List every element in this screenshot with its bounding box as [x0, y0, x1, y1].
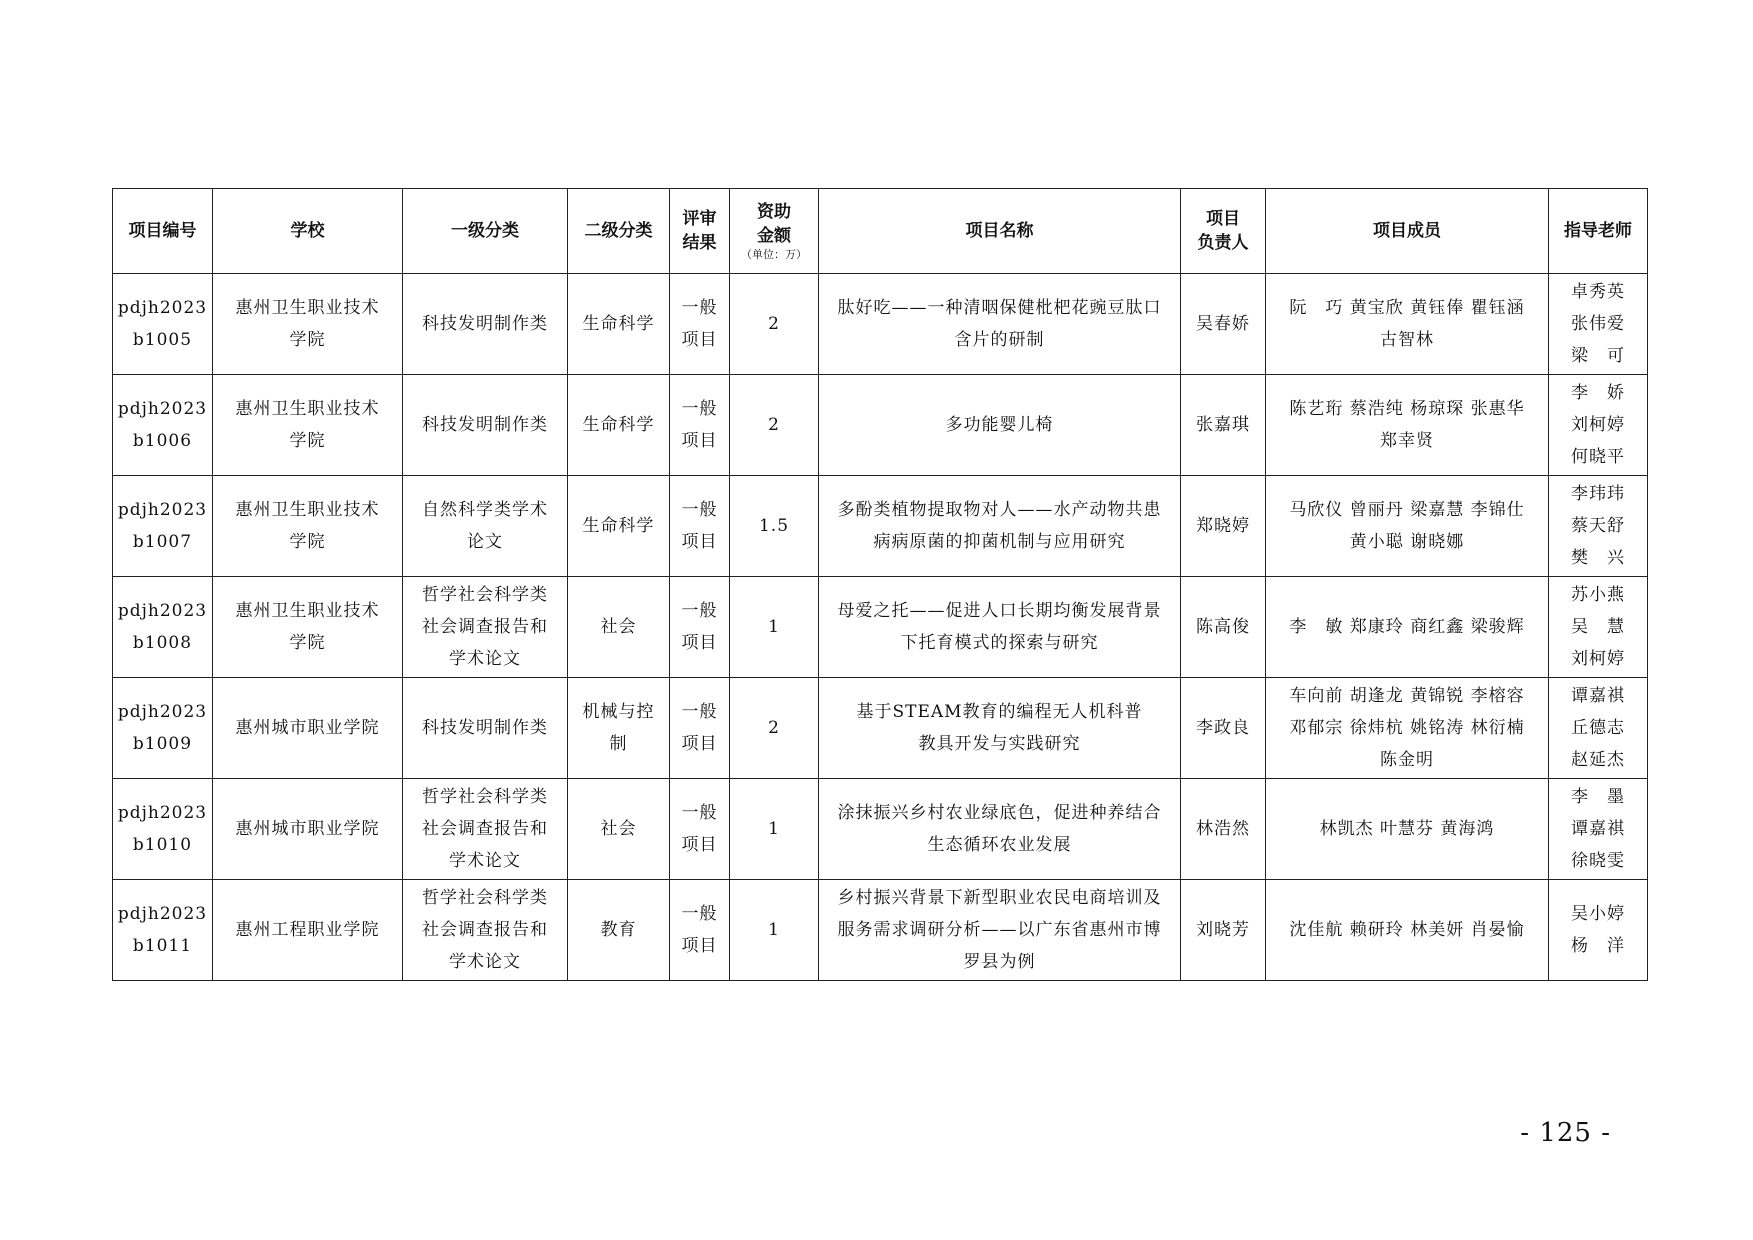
- cell-members-line: 陈金明: [1380, 750, 1434, 770]
- cell-code: [113, 678, 213, 779]
- cell-cat1-line: 社会调查报告和: [422, 819, 548, 839]
- cell-teachers: [1549, 678, 1648, 779]
- cell-leader: 陈高俊: [1181, 577, 1266, 678]
- cell-members: [1266, 375, 1549, 476]
- cell-members-line: 车向前 胡逢龙 黄锦锐 李榕容: [1289, 686, 1525, 706]
- cell-code: [113, 476, 213, 577]
- cell-name-line: 涂抹振兴乡村农业绿底色，促进种养结合: [837, 803, 1162, 823]
- cell-teachers-line: 徐晓雯: [1571, 851, 1625, 871]
- cell-cat2-line: 社会: [600, 819, 637, 839]
- cell-cat2-line: 生命科学: [582, 516, 655, 536]
- cell-cat2-line: 生命科学: [582, 314, 655, 334]
- cell-members: [1266, 880, 1549, 981]
- cell-name-line: 下托育模式的探索与研究: [900, 633, 1099, 653]
- cell-name-line: 教具开发与实践研究: [918, 734, 1081, 754]
- cell-members: [1266, 577, 1549, 678]
- cell-code-line: pdjh2023: [117, 803, 208, 823]
- cell-school-line: 学院: [289, 633, 326, 653]
- cell-teachers-line: 刘柯婷: [1571, 415, 1625, 435]
- cell-name-line: 母爱之托——促进人口长期均衡发展背景: [837, 601, 1162, 621]
- cell-cat2: [568, 375, 670, 476]
- cell-cat1-line: 哲学社会科学类: [422, 585, 548, 605]
- cell-code-line: b1010: [132, 835, 193, 855]
- col-header-cat2: 二级分类: [568, 189, 670, 274]
- cell-code-line: b1009: [132, 734, 193, 754]
- cell-result: [670, 577, 730, 678]
- cell-teachers: [1549, 880, 1648, 981]
- cell-code-line: b1011: [132, 936, 193, 956]
- cell-teachers-line: 赵延杰: [1571, 750, 1625, 770]
- cell-school-line: 惠州城市职业学院: [235, 718, 380, 738]
- cell-name-line: 罗县为例: [963, 952, 1036, 972]
- cell-cat1-line: 科技发明制作类: [422, 718, 548, 738]
- cell-school: [213, 678, 403, 779]
- cell-result: [670, 274, 730, 375]
- col-header-teachers: 指导老师: [1549, 189, 1648, 274]
- cell-result-line: 一般: [681, 904, 718, 924]
- cell-cat1-line: 学术论文: [449, 649, 521, 669]
- cell-amount: 1: [730, 880, 819, 981]
- cell-cat1-line: 科技发明制作类: [422, 314, 548, 334]
- cell-members-line: 林凯杰 叶慧芬 黄海鸿: [1319, 819, 1495, 839]
- cell-code: [113, 779, 213, 880]
- cell-cat2: [568, 779, 670, 880]
- cell-teachers-line: 李 墨: [1571, 787, 1625, 807]
- cell-result: [670, 375, 730, 476]
- cell-teachers-line: 李玮玮: [1571, 484, 1625, 504]
- cell-teachers-line: 卓秀英: [1571, 282, 1625, 302]
- col-header-amount: [730, 189, 819, 274]
- cell-result-line: 一般: [681, 500, 718, 520]
- cell-teachers-line: 何晓平: [1571, 447, 1625, 467]
- cell-name-line: 病病原菌的抑菌机制与应用研究: [873, 532, 1126, 552]
- cell-result-line: 项目: [681, 330, 718, 350]
- cell-code-line: pdjh2023: [117, 399, 208, 419]
- cell-teachers-line: 杨 洋: [1571, 936, 1625, 956]
- cell-code-line: b1007: [132, 532, 193, 552]
- cell-result-line: 项目: [681, 431, 718, 451]
- cell-cat1: [403, 476, 568, 577]
- cell-school: [213, 779, 403, 880]
- cell-cat2: [568, 577, 670, 678]
- cell-result-line: 项目: [681, 936, 718, 956]
- cell-members: [1266, 476, 1549, 577]
- cell-school-line: 学院: [289, 330, 326, 350]
- cell-members-line: 邓郁宗 徐炜杭 姚铭涛 林衍楠: [1289, 718, 1525, 738]
- cell-school: [213, 577, 403, 678]
- cell-code: [113, 375, 213, 476]
- col-header-school: 学校: [213, 189, 403, 274]
- cell-cat2-line: 制: [609, 734, 628, 754]
- table-row: [113, 577, 1648, 678]
- cell-result-line: 项目: [681, 835, 718, 855]
- table-row: [113, 274, 1648, 375]
- cell-code-line: b1006: [132, 431, 193, 451]
- cell-amount: 2: [730, 375, 819, 476]
- cell-teachers-line: 丘德志: [1571, 718, 1625, 738]
- cell-code: [113, 274, 213, 375]
- cell-cat1: [403, 375, 568, 476]
- table-row: [113, 375, 1648, 476]
- cell-cat2: [568, 274, 670, 375]
- cell-cat1-line: 哲学社会科学类: [422, 787, 548, 807]
- cell-school-line: 学院: [289, 532, 326, 552]
- cell-school-line: 学院: [289, 431, 326, 451]
- cell-cat1-line: 社会调查报告和: [422, 920, 548, 940]
- cell-name-line: 肽好吃——一种清咽保健枇杷花豌豆肽口: [837, 298, 1162, 318]
- cell-result: [670, 880, 730, 981]
- cell-teachers-line: 苏小燕: [1571, 585, 1625, 605]
- col-header-amount-line2: 金额: [757, 226, 791, 246]
- project-table: [112, 188, 1648, 981]
- col-header-members: 项目成员: [1266, 189, 1549, 274]
- cell-result-line: 项目: [681, 633, 718, 653]
- cell-cat1: [403, 274, 568, 375]
- cell-members-line: 李 敏 郑康玲 商红鑫 梁骏辉: [1289, 617, 1525, 637]
- cell-members-line: 沈佳航 赖研玲 林美妍 肖晏愉: [1289, 920, 1525, 940]
- cell-result: [670, 779, 730, 880]
- col-header-name: 项目名称: [819, 189, 1181, 274]
- cell-code-line: pdjh2023: [117, 904, 208, 924]
- cell-cat1: [403, 577, 568, 678]
- cell-teachers-line: 吴 慧: [1571, 617, 1625, 637]
- cell-school-line: 惠州城市职业学院: [235, 819, 380, 839]
- cell-school: [213, 476, 403, 577]
- cell-teachers-line: 谭嘉祺: [1571, 819, 1625, 839]
- cell-result: [670, 476, 730, 577]
- page-number: - 125 -: [1520, 1118, 1611, 1148]
- cell-name-line: 基于STEAM教育的编程无人机科普: [856, 702, 1143, 722]
- cell-members: [1266, 779, 1549, 880]
- table-row: [113, 678, 1648, 779]
- cell-result: [670, 678, 730, 779]
- cell-leader: 刘晓芳: [1181, 880, 1266, 981]
- cell-code-line: pdjh2023: [117, 702, 208, 722]
- cell-name-line: 服务需求调研分析——以广东省惠州市博: [837, 920, 1162, 940]
- cell-result-line: 项目: [681, 532, 718, 552]
- cell-cat1-line: 自然科学类学术: [422, 500, 548, 520]
- cell-school: [213, 274, 403, 375]
- cell-name: [819, 274, 1181, 375]
- cell-members-line: 阮 巧 黄宝欣 黄钰俸 瞿钰涵: [1289, 298, 1525, 318]
- table-row: [113, 779, 1648, 880]
- cell-amount: 1: [730, 779, 819, 880]
- cell-school: [213, 880, 403, 981]
- cell-name-line: 多酚类植物提取物对人——水产动物共患: [837, 500, 1162, 520]
- cell-teachers: [1549, 779, 1648, 880]
- cell-teachers-line: 刘柯婷: [1571, 649, 1625, 669]
- cell-cat1-line: 科技发明制作类: [422, 415, 548, 435]
- cell-leader: 李政良: [1181, 678, 1266, 779]
- cell-members-line: 郑幸贤: [1380, 431, 1434, 451]
- col-header-leader-line1: 项目: [1206, 209, 1240, 229]
- cell-cat1: [403, 880, 568, 981]
- cell-amount: 2: [730, 274, 819, 375]
- cell-code-line: b1005: [132, 330, 193, 350]
- cell-teachers: [1549, 577, 1648, 678]
- cell-cat2-line: 教育: [600, 920, 637, 940]
- cell-cat2-line: 生命科学: [582, 415, 655, 435]
- cell-name: [819, 779, 1181, 880]
- cell-teachers-line: 梁 可: [1571, 346, 1625, 366]
- cell-cat1-line: 学术论文: [449, 952, 521, 972]
- cell-school-line: 惠州卫生职业技术: [235, 298, 380, 318]
- cell-code-line: pdjh2023: [117, 298, 208, 318]
- cell-leader: 吴春娇: [1181, 274, 1266, 375]
- cell-name-line: 乡村振兴背景下新型职业农民电商培训及: [837, 888, 1162, 908]
- cell-amount: 2: [730, 678, 819, 779]
- cell-code-line: pdjh2023: [117, 601, 208, 621]
- cell-name: [819, 678, 1181, 779]
- col-header-code: 项目编号: [113, 189, 213, 274]
- cell-members-line: 古智林: [1380, 330, 1434, 350]
- cell-teachers-line: 李 娇: [1571, 383, 1625, 403]
- table-row: [113, 476, 1648, 577]
- col-header-amount-line1: 资助: [757, 202, 791, 222]
- cell-amount: 1: [730, 577, 819, 678]
- cell-result-line: 项目: [681, 734, 718, 754]
- cell-school-line: 惠州卫生职业技术: [235, 500, 380, 520]
- cell-members-line: 马欣仪 曾丽丹 梁嘉慧 李锦仕: [1289, 500, 1525, 520]
- cell-leader: 张嘉琪: [1181, 375, 1266, 476]
- cell-result-line: 一般: [681, 702, 718, 722]
- cell-members: [1266, 678, 1549, 779]
- cell-members-line: 黄小聪 谢晓娜: [1349, 532, 1465, 552]
- cell-cat2: [568, 678, 670, 779]
- col-header-cat1: 一级分类: [403, 189, 568, 274]
- cell-name-line: 含片的研制: [954, 330, 1045, 350]
- cell-amount: 1.5: [730, 476, 819, 577]
- header-row: [113, 189, 1648, 274]
- cell-cat2-line: 社会: [600, 617, 637, 637]
- cell-leader: 林浩然: [1181, 779, 1266, 880]
- cell-teachers-line: 吴小婷: [1571, 904, 1625, 924]
- cell-school-line: 惠州工程职业学院: [235, 920, 380, 940]
- cell-cat1: [403, 678, 568, 779]
- cell-cat1-line: 论文: [467, 532, 503, 552]
- cell-code-line: pdjh2023: [117, 500, 208, 520]
- table-body: [113, 274, 1648, 981]
- cell-code-line: b1008: [132, 633, 193, 653]
- cell-name: [819, 880, 1181, 981]
- cell-leader: 郑晓婷: [1181, 476, 1266, 577]
- cell-result-line: 一般: [681, 601, 718, 621]
- table-row: [113, 880, 1648, 981]
- cell-code: [113, 577, 213, 678]
- col-header-amount-unit: （单位：万）: [741, 248, 807, 261]
- cell-result-line: 一般: [681, 803, 718, 823]
- cell-teachers-line: 谭嘉祺: [1571, 686, 1625, 706]
- cell-teachers-line: 蔡天舒: [1571, 516, 1625, 536]
- cell-name-line: 多功能婴儿椅: [945, 415, 1054, 435]
- cell-members-line: 陈艺珩 蔡浩纯 杨琼琛 张惠华: [1289, 399, 1525, 419]
- cell-cat1: [403, 779, 568, 880]
- cell-school-line: 惠州卫生职业技术: [235, 399, 380, 419]
- cell-name: [819, 375, 1181, 476]
- cell-school-line: 惠州卫生职业技术: [235, 601, 380, 621]
- cell-cat2-line: 机械与控: [582, 702, 655, 722]
- cell-result-line: 一般: [681, 399, 718, 419]
- cell-name-line: 生态循环农业发展: [927, 835, 1072, 855]
- cell-cat1-line: 哲学社会科学类: [422, 888, 548, 908]
- cell-school: [213, 375, 403, 476]
- cell-members: [1266, 274, 1549, 375]
- cell-teachers: [1549, 476, 1648, 577]
- cell-cat2: [568, 880, 670, 981]
- cell-cat2: [568, 476, 670, 577]
- cell-name: [819, 577, 1181, 678]
- col-header-leader: [1181, 189, 1266, 274]
- cell-name: [819, 476, 1181, 577]
- cell-cat1-line: 社会调查报告和: [422, 617, 548, 637]
- col-header-leader-line2: 负责人: [1197, 233, 1249, 253]
- col-header-result-line1: 评审: [682, 209, 717, 229]
- cell-teachers-line: 樊 兴: [1571, 548, 1625, 568]
- cell-code: [113, 880, 213, 981]
- col-header-result: [670, 189, 730, 274]
- cell-teachers: [1549, 274, 1648, 375]
- cell-teachers-line: 张伟爱: [1571, 314, 1625, 334]
- cell-teachers: [1549, 375, 1648, 476]
- col-header-result-line2: 结果: [682, 233, 717, 253]
- cell-result-line: 一般: [681, 298, 718, 318]
- cell-cat1-line: 学术论文: [449, 851, 521, 871]
